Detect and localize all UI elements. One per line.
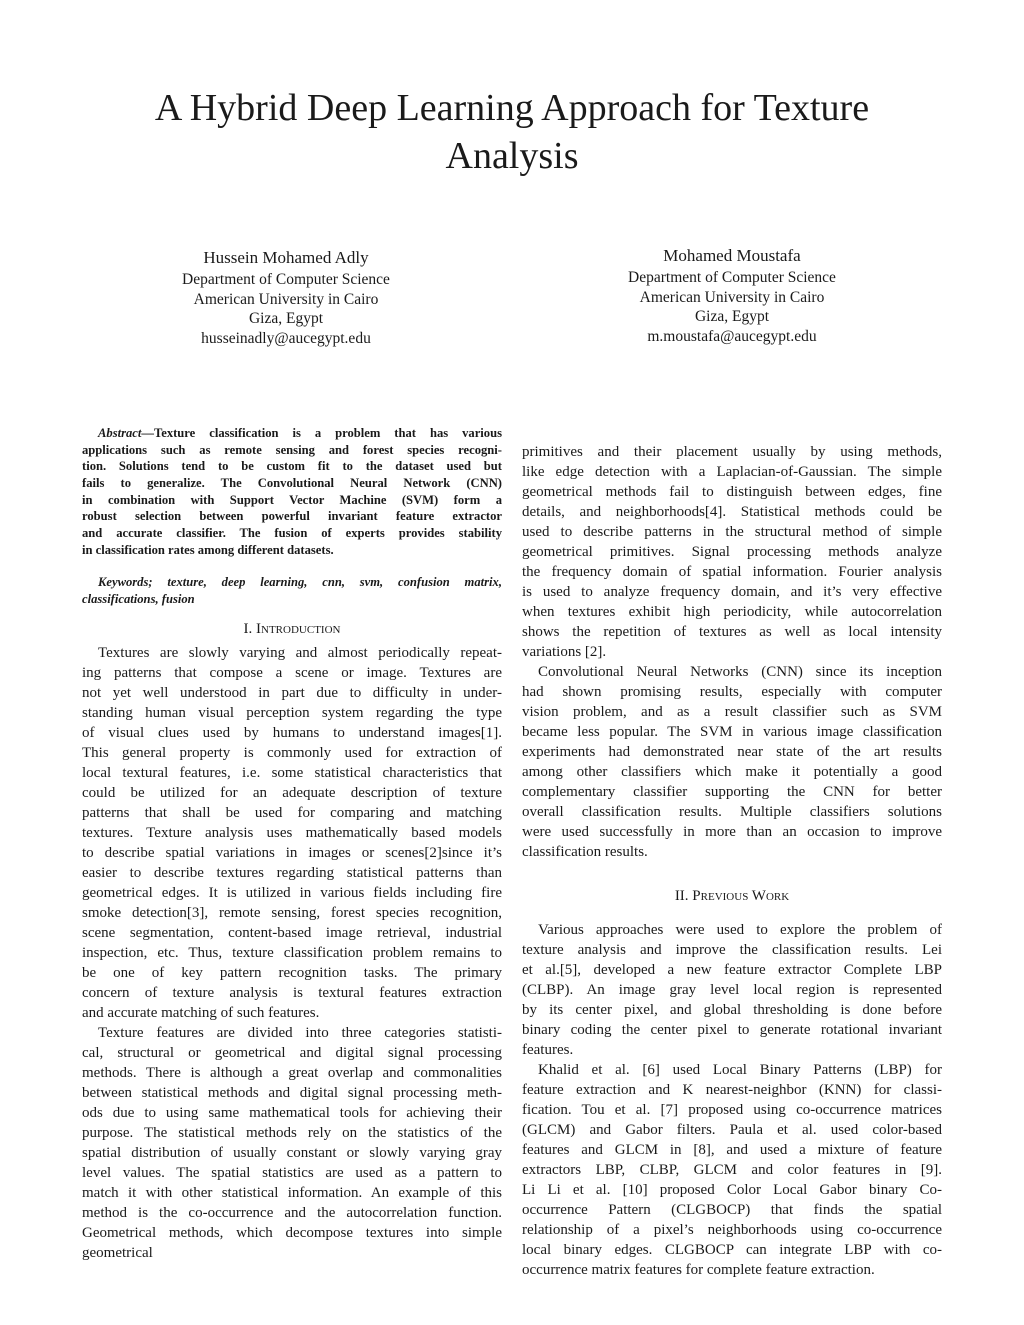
text-line: texture analysis and improve the classification results. Lei <box>522 942 942 958</box>
paragraph <box>522 1060 942 1280</box>
author-dept: Department of Computer Science <box>182 271 390 288</box>
text-line: overall classification results. Multiple classifiers solutions <box>522 804 942 820</box>
paragraph <box>82 643 502 1023</box>
paragraph <box>522 442 942 662</box>
text-line: not yet well understood in part due to difficulty in under- <box>82 685 502 701</box>
author-univ: American University in Cairo <box>193 290 379 308</box>
text-line: spatial distribution of usually constant or slowly varying gray <box>82 1145 502 1161</box>
text-line: local textural features, i.e. some statistical characteristics that <box>82 765 502 781</box>
left-column-body <box>82 643 502 1263</box>
text-line: Texture features are divided into three categories statisti- <box>98 1025 502 1041</box>
text-line: extractors LBP, CLBP, GLCM and color features in [9]. <box>522 1162 942 1178</box>
text-line: concern of texture analysis is textural features extraction <box>82 985 502 1001</box>
text-line: ods due to using same mathematical tools for achieving their <box>82 1105 502 1121</box>
text-line: in combination with Support Vector Machine (SVM) form a <box>82 492 502 507</box>
text-line: details, and neighborhoods[4]. Statistical methods could be <box>522 504 942 520</box>
text-line: occurrence Pattern (CLGBOCP) that finds the spatial <box>522 1202 942 1218</box>
text-line: scene segmentation, content-based image retrieval, industrial <box>82 925 502 941</box>
text-line: fails to generalize. The Convolutional Neural Network (CNN) <box>82 476 502 491</box>
text-line: when textures exhibit high periodicity, while autocorrelation <box>522 604 942 620</box>
paragraph <box>522 662 942 862</box>
text-line: geometrical edges. It is utilized in various fields including fire <box>82 885 502 901</box>
author-email: m.moustafa@aucegypt.edu <box>647 327 817 345</box>
text-line: and accurate matching of such features. <box>82 1005 320 1021</box>
author-name: Hussein Mohamed Adly <box>203 248 369 267</box>
text-line: fication. Tou et al. [7] proposed using co-occurrence matrices <box>522 1102 942 1118</box>
text-line: tion. Solutions tend to be custom fit to the dataset used but <box>82 459 502 474</box>
text-line: shows the repetition of textures as well as local intensity <box>522 624 942 640</box>
text-line <box>82 425 502 442</box>
author-city: Giza, Egypt <box>248 310 324 327</box>
text-line: easier to describe textures regarding statistical patterns than <box>82 865 502 881</box>
author-dept: Department of Computer Science <box>628 269 836 286</box>
text-line: Li Li et al. [10] proposed Color Local Gabor binary Co- <box>522 1182 942 1198</box>
text-line: vision problem, and as a result classifier such as SVM <box>522 704 942 720</box>
text-line: classification results. <box>522 844 648 860</box>
text-line: patterns that shall be used for comparing and matching <box>82 805 502 821</box>
text-line: of visual clues used by humans to understand images[1]. <box>82 725 502 741</box>
paragraph <box>522 920 942 1060</box>
text-line: match it with other statistical information. An example of this <box>82 1185 502 1201</box>
text-line: local binary edges. CLGBOCP can integrate LBP with co- <box>522 1242 942 1258</box>
text-line: geometrical primitives. Signal processing methods analyze <box>522 544 942 560</box>
text-line: features and GLCM in [8], and used a mixture of feature <box>522 1142 942 1158</box>
author-email: husseinadly@aucegypt.edu <box>201 329 371 347</box>
text-line: Textures are slowly varying and almost periodically repeat- <box>98 645 502 661</box>
text-line: Keywords; texture, deep learning, cnn, svm, confusion matrix, <box>98 575 502 589</box>
text-line: textures. Texture analysis uses mathematically based models <box>82 825 502 841</box>
text-line: among other classifiers which make it potentially a good <box>522 764 942 780</box>
text-line: geometrical <box>82 1245 153 1261</box>
title-line: A Hybrid Deep Learning Approach for Texture <box>154 87 870 129</box>
section-heading-introduction: I. Introduction <box>243 621 341 637</box>
text-line: Various approaches were used to explore the problem of <box>538 922 942 938</box>
text-line: This general property is commonly used for extraction of <box>82 745 502 761</box>
keywords <box>82 574 502 608</box>
text-line: level values. The spatial statistics are used as a pattern to <box>82 1165 502 1181</box>
right-column-previous-work <box>522 920 942 1280</box>
paper-title <box>0 84 1024 180</box>
text-line: had shown promising results, especially with computer <box>522 684 942 700</box>
text-line: methods. There is although a great overlap and commonalities <box>82 1065 502 1081</box>
text-line: smoke detection[3], remote sensing, forest species recognition, <box>82 905 502 921</box>
text-line: Geometrical methods, which decompose textures into simple <box>82 1225 502 1241</box>
abstract-text: —Texture classification is a problem that has various <box>141 426 502 440</box>
text-line: binary coding the center pixel to generate rotational invariant <box>522 1022 942 1038</box>
text-line: variations [2]. <box>522 644 607 660</box>
author-univ: American University in Cairo <box>639 288 825 306</box>
text-line: geometrical methods fail to distinguish between edges, fine <box>522 484 942 500</box>
text-line: purpose. The statistical methods rely on the statistics of the <box>82 1125 502 1141</box>
author-city: Giza, Egypt <box>694 308 770 325</box>
right-column-intro <box>522 442 942 862</box>
text-line: cal, structural or geometrical and digital signal processing <box>82 1045 502 1061</box>
text-line: the frequency domain of spatial information. Fourier analysis <box>522 564 942 580</box>
text-line: method is the co-occurrence and the autocorrelation function. <box>82 1205 502 1221</box>
paragraph <box>82 1023 502 1263</box>
text-line: like edge detection with a Laplacian-of-Gaussian. The simple <box>522 464 942 480</box>
text-line: feature extraction and K nearest-neighbor (KNN) for classi- <box>522 1082 942 1098</box>
text-line: occurrence matrix features for complete feature extraction. <box>522 1262 875 1278</box>
text-line: is used to analyze frequency domain, and it’s very effective <box>522 584 942 600</box>
title-line: Analysis <box>445 135 579 177</box>
text-line: (GLCM) and Gabor filters. Paula et al. used color-based <box>522 1122 942 1138</box>
text-line: complementary classifier supporting the CNN for better <box>522 784 942 800</box>
text-line: relationship of a pixel’s neighborhoods using co-occurrence <box>522 1222 942 1238</box>
text-line: by its center pixel, and global thresholding is done before <box>522 1002 942 1018</box>
text-line: in classification rates among different datasets. <box>82 542 334 557</box>
text-line: inspection, etc. Thus, texture classification problem remains to <box>82 945 502 961</box>
text-line: standing human visual perception system regarding the type <box>82 705 502 721</box>
author-block-2 <box>552 245 912 346</box>
text-line: (CLBP). An image gray level local region is represented <box>522 982 942 998</box>
text-line: and accurate classifier. The fusion of experts provides stability <box>82 526 502 541</box>
text-line: et al.[5], developed a new feature extractor Complete LBP <box>522 962 942 978</box>
text-line: features. <box>522 1042 574 1058</box>
text-line: robust selection between powerful invariant feature extractor <box>82 509 502 524</box>
text-line: ing patterns that compose a scene or image. Textures are <box>82 665 502 681</box>
text-line: could be utilized for an adequate description of texture <box>82 785 502 801</box>
text-line: Khalid et al. [6] used Local Binary Patterns (LBP) for <box>538 1062 942 1078</box>
section-heading-previous-work: II. Previous Work <box>674 888 790 904</box>
text-line: primitives and their placement usually by using methods, <box>522 444 942 460</box>
text-line: used to describe patterns in the structural method of simple <box>522 524 942 540</box>
text-line: classifications, fusion <box>82 592 195 606</box>
text-line: applications such as remote sensing and forest species recogni- <box>82 442 502 457</box>
text-line: were used successfully in more than an occasion to improve <box>522 824 942 840</box>
abstract-label: Abstract <box>98 426 142 440</box>
text-line: to describe spatial variations in images or scenes[2]since it’s <box>82 845 502 861</box>
author-name: Mohamed Moustafa <box>663 246 801 265</box>
abstract <box>82 425 502 559</box>
author-block-1 <box>106 247 466 348</box>
text-line: Convolutional Neural Networks (CNN) since its inception <box>538 664 942 680</box>
text-line: between statistical methods and digital signal processing meth- <box>82 1085 502 1101</box>
text-line: became less popular. The SVM in various image classification <box>522 724 942 740</box>
text-line: be one of key pattern recognition tasks. The primary <box>82 965 502 981</box>
text-line: experiments had demonstrated near state of the art results <box>522 744 942 760</box>
